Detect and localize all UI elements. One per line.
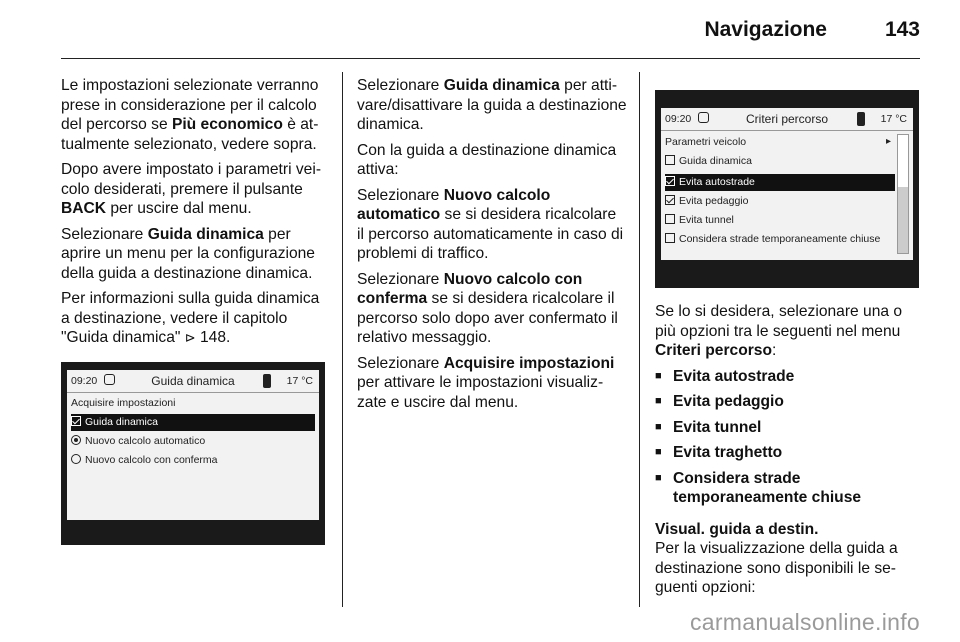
screen-criteri-percorso [661, 108, 913, 260]
screen-topbar [661, 108, 913, 131]
reference-arrow-icon: ⊳ [184, 330, 196, 345]
col3-paragraph-1: Se lo si desidera, selezionare una o più opzioni tra le seguenti nel menu Criteri percorso: [655, 303, 903, 359]
scrollbar-thumb[interactable] [898, 187, 908, 253]
menu-item-parametri-veicolo[interactable]: Parametri veicolo [665, 136, 747, 148]
screen-image-criteri-percorso [655, 90, 919, 288]
col2-paragraph-2: Con la guida a destinazione dinamica attiva: [357, 141, 617, 178]
col2-paragraph-4: Selezionare Nuovo calcolo con conferma se si desidera ricalcolare il percorso solo dopo aver confermato il relativo messaggio. [357, 270, 618, 346]
watermark-logo: carmanualsonline.info [689, 609, 920, 635]
column-divider-2 [639, 72, 640, 607]
header-title: Navigazione [704, 18, 827, 41]
option-list [655, 367, 920, 508]
page-number: 143 [884, 18, 920, 41]
list-item: ■ Evita traghetto [655, 443, 920, 463]
screen-topbar [67, 370, 319, 393]
screen-time: 09:20 [665, 113, 692, 125]
col1-paragraph-4: Per informazioni sulla guida dinamica a destinazione, vedere il capitolo "Guida dinamica" ⊳ 148. [61, 290, 320, 346]
menu-item-guida-dinamica[interactable]: Guida dinamica [71, 414, 315, 431]
menu-item-considera-strade-chiuse[interactable]: Considera strade temporaneamente chiuse [665, 231, 895, 248]
checkbox-unchecked-icon [665, 214, 675, 224]
column-1 [61, 76, 331, 354]
screen-title: Criteri percorso [745, 112, 829, 126]
checkbox-unchecked-icon [665, 155, 675, 165]
col2-paragraph-3: Selezionare Nuovo calcolo automatico se si desidera ricalcolare il percorso automaticamente in caso di problemi di traffico. [357, 186, 624, 262]
list-item: ■ Evita tunnel [655, 418, 920, 438]
col2-paragraph-5: Selezionare Acquisire impostazioni per attivare le impostazioni visualizzate e uscire dal menu. [357, 354, 615, 411]
menu-item-acquisire-impostazioni[interactable]: Acquisire impostazioni [71, 397, 176, 409]
checkbox-checked-icon [71, 416, 81, 426]
thermometer-icon [263, 374, 271, 388]
scrollbar[interactable] [897, 134, 909, 254]
col2-paragraph-1: Selezionare Guida dinamica per attivare/disattivare la guida a destinazione dinamica. [357, 77, 627, 133]
menu-item-evita-tunnel[interactable]: Evita tunnel [665, 212, 895, 229]
column-3 [655, 302, 920, 604]
menu-item-evita-autostrade[interactable]: Evita autostrade [665, 174, 895, 191]
header-rule [61, 58, 920, 59]
radio-selected-icon [71, 435, 81, 445]
checkbox-unchecked-icon [665, 233, 675, 243]
section-subheading: Visual. guida a destin. [655, 520, 819, 538]
screen-time: 09:20 [71, 375, 98, 387]
col1-paragraph-1: Le impostazioni selezionate verranno prese in considerazione per il calcolo del percorso se Più economico è attualmente selezionato, vedere sopra. [61, 77, 319, 153]
screen-temperature: 17 °C [880, 113, 907, 125]
list-item: ■ Evita pedaggio [655, 392, 920, 412]
menu-item-nuovo-calcolo-con-conferma[interactable]: Nuovo calcolo con conferma [71, 452, 315, 469]
thermometer-icon [857, 112, 865, 126]
checkbox-checked-icon [665, 195, 675, 205]
column-divider-1 [342, 72, 343, 607]
col1-paragraph-2: Dopo avere impostato i parametri veicolo desiderati, premere il pulsante BACK per uscire dal menu. [61, 161, 322, 217]
list-item: ■ Considera strade temporaneamente chiuse [655, 469, 920, 508]
list-item: ■ Evita autostrade [655, 367, 920, 387]
col3-paragraph-2: Per la visualizzazione della guida a destinazione sono disponibili le seguenti opzioni: [655, 540, 898, 596]
screen-title: Guida dinamica [151, 374, 235, 388]
radio-unselected-icon [71, 454, 81, 464]
screen-temperature: 17 °C [286, 375, 313, 387]
menu-item-evita-pedaggio[interactable]: Evita pedaggio [665, 193, 895, 210]
submenu-arrow-icon: ▸ [885, 136, 891, 147]
screen-image-guida-dinamica [61, 362, 325, 545]
col1-paragraph-3: Selezionare Guida dinamica per aprire un menu per la configurazione della guida a destinazione dinamica. [61, 225, 315, 282]
menu-item-guida-dinamica[interactable]: Guida dinamica [665, 153, 895, 170]
checkbox-checked-icon [665, 176, 675, 186]
column-2 [357, 76, 627, 418]
menu-item-nuovo-calcolo-automatico[interactable]: Nuovo calcolo automatico [71, 433, 315, 450]
screen-guida-dinamica [67, 370, 319, 520]
